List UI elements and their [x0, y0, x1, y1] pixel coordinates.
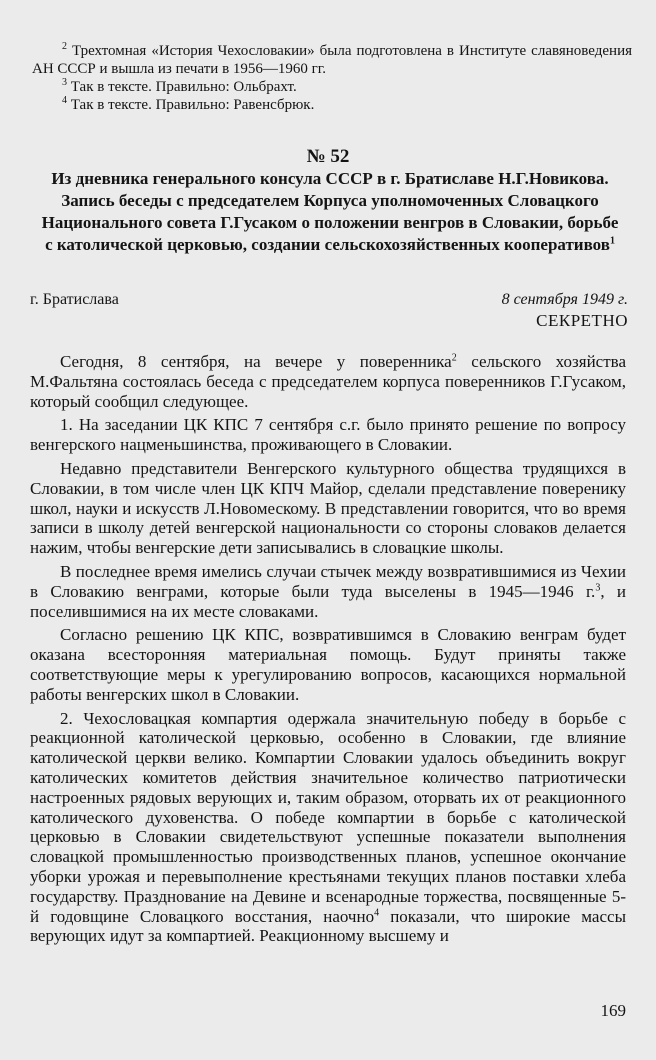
paragraph-4	[30, 562, 626, 621]
paragraph-1-text-a: Сегодня, 8 сентября, на вечере у поверенника	[60, 352, 452, 371]
document-title-text: Из дневника генерального консула СССР в г. Братиславе Н.Г.Новикова. Запись беседы с председателем Корпуса уполномоченных Словацкого Национального совета Г.Гусаком о положении венгров в Словакии, борьбе с католической церковью, создании сельскохозяйственных кооперативов	[41, 169, 619, 254]
paragraph-4-footnote-marker: 3	[595, 582, 601, 594]
document-title	[40, 168, 620, 256]
paragraph-1-text-b: сельского хозяйства М.Фальтяна состоялась беседа с председателем корпуса поверенников Г.Гусаком, который сообщил следующее.	[30, 352, 626, 411]
document-date: 8 сентября 1949 г.	[501, 291, 628, 308]
paragraph-1-footnote-marker: 2	[451, 352, 457, 364]
footnote-4-marker: 4	[62, 95, 67, 106]
classification-stamp: СЕКРЕТНО	[536, 311, 628, 330]
paragraph-3: Недавно представители Венгерского культурного общества трудящихся в Словакии, в том числе член ЦК КПЧ Майор, сделали представление поверенику школ, науки и искусств Л.Новомескому. В представлении говорится, что во время записи в школу детей венгерской национальности со стороны словаков делается нажим, чтобы венгерские дети записывались в словацкие школы.	[30, 458, 626, 558]
document-number: № 52	[306, 146, 350, 167]
paragraph-6	[30, 709, 626, 947]
paragraph-4-text-b: , и поселившимися на их месте словаками.	[30, 581, 626, 621]
footnote-3-marker: 3	[62, 77, 67, 88]
document-body	[30, 352, 626, 950]
footnote-3-text: Так в тексте. Правильно: Ольбрахт.	[67, 79, 297, 95]
footnote-4	[32, 96, 632, 114]
title-footnote-marker: 1	[609, 235, 615, 247]
paragraph-4-text-a: В последнее время имелись случаи стычек между возвратившимися из Чехии в Словакию венграми, которые были туда выселены в 1945—1946 г.	[30, 561, 626, 601]
footnote-2-text: Трехтомная «История Чехословакии» была подготовлена в Институте славяноведения АН СССР и вышла из печати в 1956—1960 гг.	[32, 43, 632, 77]
page-number: 169	[600, 1001, 626, 1020]
paragraph-6-footnote-marker: 4	[374, 906, 380, 918]
footnote-2-marker: 2	[62, 41, 67, 52]
paragraph-6-text-a: 2. Чехословацкая компартия одержала значительную победу в борьбе с реакционной католической церковью, особенно в Словакии, где влияние католической церкви велико. Компартии Словакии удалось объединить вокруг католических комитетов действия значительное количество патриотически настроенных рядовых верующих и, таким образом, оторвать их от реакционного католического духовенства. О победе компартии в борьбе с католической церковью в Словакии свидетельствуют успешные показатели выполнения словацкой промышленностью производственных планов, успешное окончание уборки урожая и перевыполнение крестьянами текущих планов поставки хлеба государству. Празднование на Девине и всенародные торжества, посвященные 5-й годовщине Словацкого восстания, наочно	[30, 708, 626, 926]
paragraph-2: 1. На заседании ЦК КПС 7 сентября с.г. было принято решение по вопросу венгерского нацменьшинства, проживающего в Словакии.	[30, 415, 626, 455]
paragraph-1	[30, 352, 626, 411]
document-place: г. Братислава	[30, 291, 119, 308]
footnote-4-text: Так в тексте. Правильно: Равенсбрюк.	[67, 97, 315, 113]
paragraph-5: Согласно решению ЦК КПС, возвратившимся в Словакию венграм будет оказана всесторонняя материальная помощь. Будут приняты также соответствующие меры к урегулированию вопросов, касающихся нормальной работы венгерских школ в Словакии.	[30, 625, 626, 704]
paragraph-6-text-b: показали, что широкие массы верующих идут за компартией. Реакционному высшему и	[30, 906, 626, 946]
footnote-3	[32, 78, 632, 96]
footnote-2	[32, 42, 632, 78]
